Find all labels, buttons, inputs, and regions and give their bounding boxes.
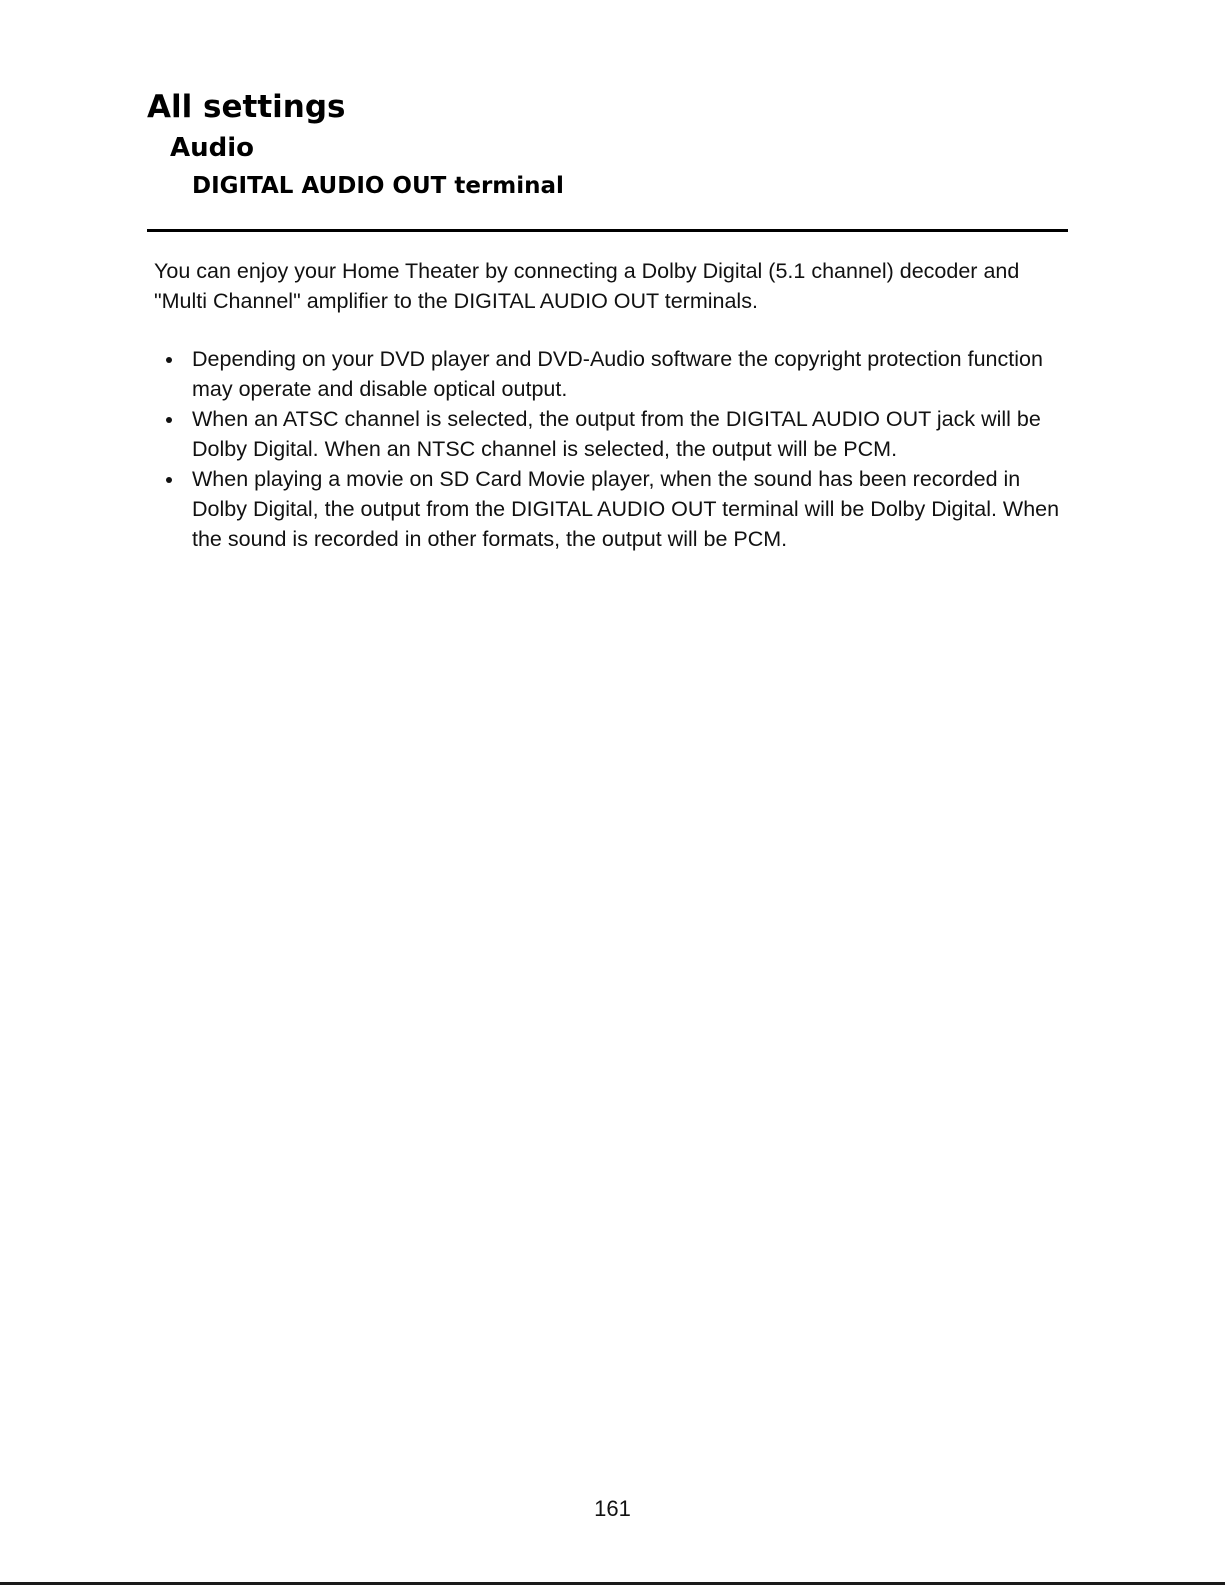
note-text: When an ATSC channel is selected, the output from the DIGITAL AUDIO OUT jack will be Dolby Digital. When an NTSC channel is selected, the output will be PCM. — [192, 407, 1041, 461]
list-item — [154, 404, 1074, 464]
bullet-icon — [166, 357, 172, 363]
list-item — [154, 344, 1074, 404]
subsection-title: DIGITAL AUDIO OUT terminal — [192, 173, 564, 199]
heading-divider — [147, 229, 1068, 232]
notes-list — [154, 344, 1074, 554]
bullet-icon — [166, 477, 172, 483]
intro-paragraph: You can enjoy your Home Theater by connecting a Dolby Digital (5.1 channel) decoder and "Multi Channel" amplifier to the DIGITAL AUDIO OUT terminals. — [154, 259, 1020, 313]
bullet-icon — [166, 417, 172, 423]
page-number: 161 — [594, 1496, 631, 1521]
note-text: When playing a movie on SD Card Movie player, when the sound has been recorded in Dolby Digital, the output from the DIGITAL AUDIO OUT terminal will be Dolby Digital. When the sound is recorded in other formats, the output will be PCM. — [192, 467, 1060, 551]
note-text: Depending on your DVD player and DVD-Audio software the copyright protection function may operate and disable optical output. — [192, 347, 1043, 401]
list-item — [154, 464, 1074, 554]
section-title: Audio — [170, 133, 255, 163]
page-title: All settings — [147, 89, 346, 125]
